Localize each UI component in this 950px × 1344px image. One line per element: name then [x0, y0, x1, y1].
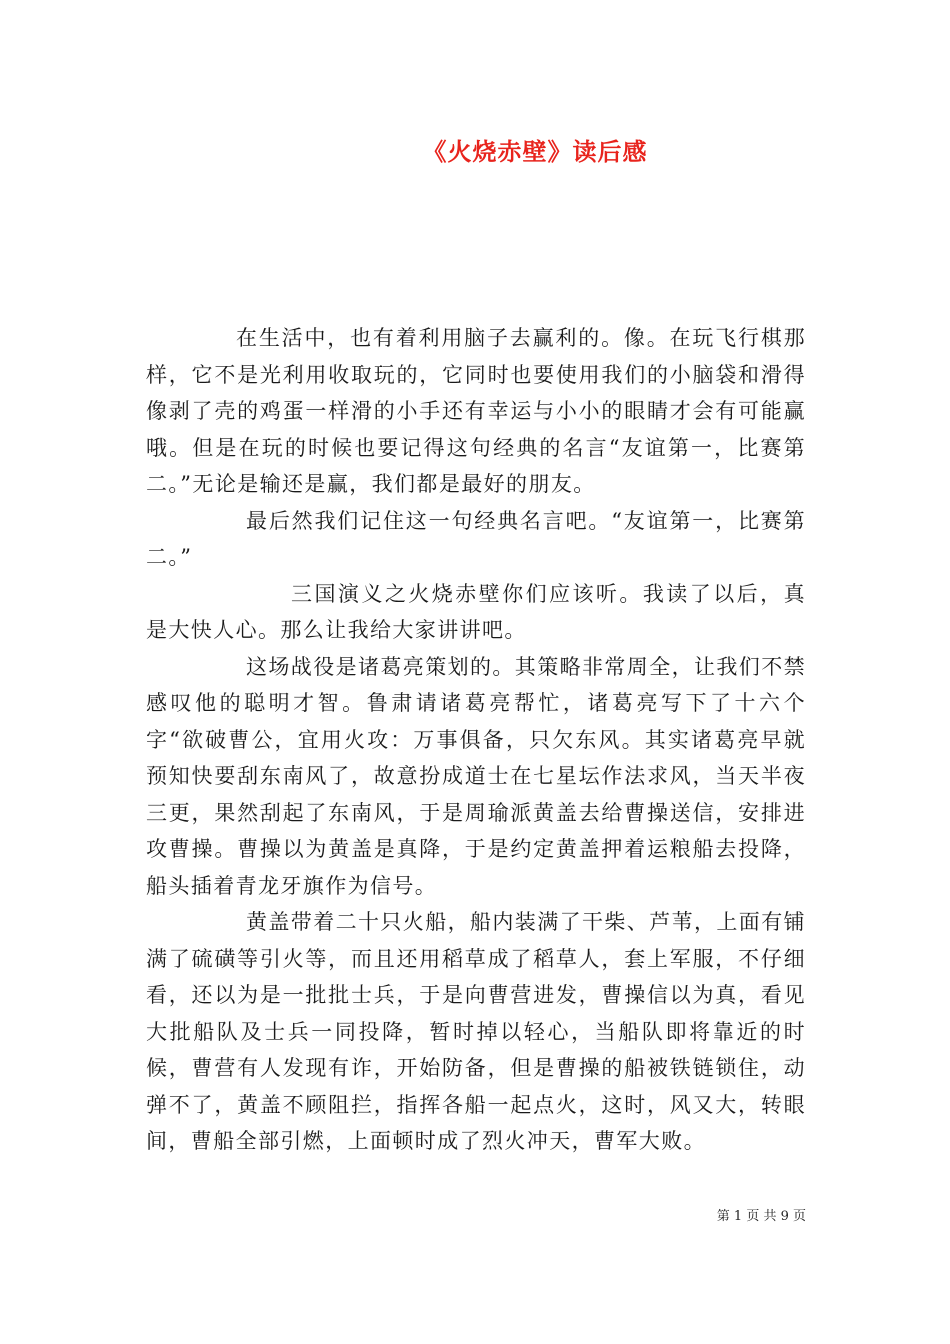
- document-body: [146, 320, 806, 1160]
- document-title: 《火烧赤壁》读后感: [422, 138, 648, 166]
- paragraph: 最后然我们记住这一句经典名言吧。“友谊第一，比赛第二。”: [146, 508, 806, 569]
- paragraph: 黄盖带着二十只火船，船内装满了干柴、芦苇，上面有铺满了硫磺等引火等，而且还用稻草成了稻草人，套上军服，不仔细看，还以为是一批批士兵，于是向曹营进发，曹操信以为真，看见大批船队及士兵一同投降，暂时掉以轻心，当船队即将靠近的时候，曹营有人发现有诈，开始防备，但是曹操的船被铁链锁住，动弹不了，黄盖不顾阻拦，指挥各船一起点火，这时，风又大，转眼间，曹船全部引燃，上面顿时成了烈火冲天，曹军大败。: [146, 910, 806, 1153]
- paragraph: 三国演义之火烧赤壁你们应该听。我读了以后，真是大快人心。那么让我给大家讲讲吧。: [146, 581, 806, 642]
- page-number: 第 1 页 共 9 页: [716, 1209, 806, 1224]
- paragraph: 这场战役是诸葛亮策划的。其策略非常周全，让我们不禁感叹他的聪明才智。鲁肃请诸葛亮帮忙，诸葛亮写下了十六个字“欲破曹公，宜用火攻：万事俱备，只欠东风。其实诸葛亮早就预知快要刮东南风了，故意扮成道士在七星坛作法求风，当天半夜三更，果然刮起了东南风，于是周瑜派黄盖去给曹操送信，安排进攻曹操。曹操以为黄盖是真降，于是约定黄盖押着运粮船去投降，船头插着青龙牙旗作为信号。: [146, 654, 806, 898]
- paragraph: 在生活中，也有着利用脑子去赢利的。像。在玩飞行棋那样，它不是光利用收取玩的，它同时也要使用我们的小脑袋和滑得像剥了壳的鸡蛋一样滑的小手还有幸运与小小的眼睛才会有可能赢哦。但是在玩的时候也要记得这句经典的名言“友谊第一，比赛第二。”无论是输还是赢，我们都是最好的朋友。: [146, 326, 806, 496]
